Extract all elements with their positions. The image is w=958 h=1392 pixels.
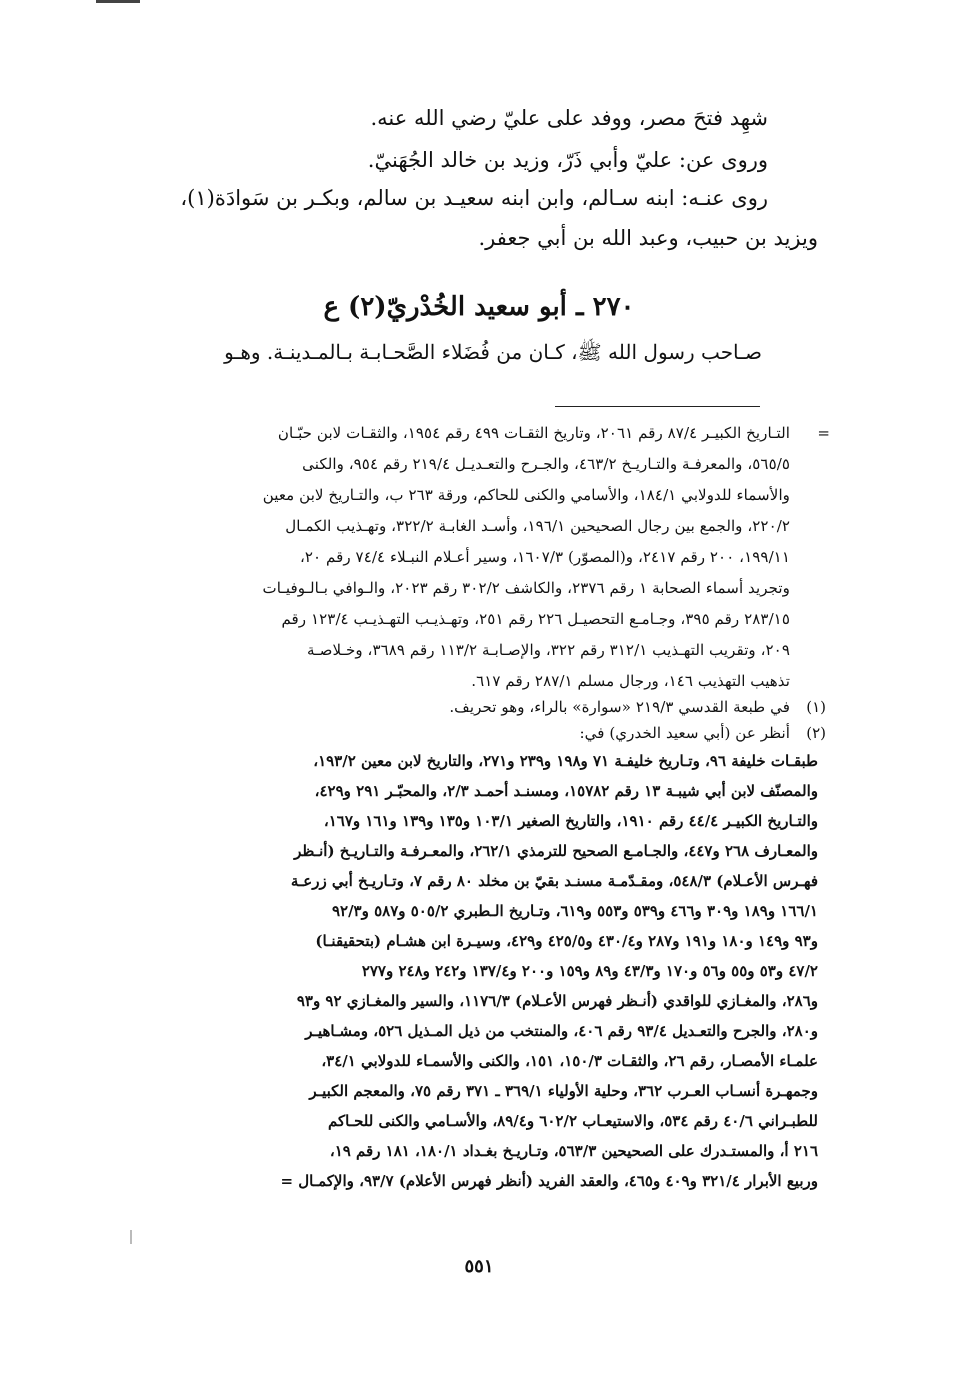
main-line-4: ويزيد بن حبيب، وعبد الله بن أبي جعفر. — [478, 226, 818, 250]
continuation-mark: = — [817, 424, 830, 442]
footnote-line: والأسماء للدولابي ١٨٤/١، والأسامي والكنى للحاكم، ورقة ٢٦٣ ب، والتـاريخ لابن معين — [262, 486, 790, 504]
source-line: ٢١٦ أ، والمستـدرك على الصحيحين ٥٦٣/٣، وتـاريـخ بغـداد ١٨٠/١، ١٨١ رقم ١٩، — [329, 1142, 818, 1160]
main-line-3: روى عنـه: ابنه سـالم، وابن ابنه سعيـد بن سالم، وبكـر بن سَوادَة(١)، — [180, 186, 768, 210]
page-number: ٥٥١ — [464, 1256, 494, 1277]
footnote-1 — [90, 698, 826, 722]
footnote-line: ٥٦٥/٥، والمعرفـة والتـاريـخ ٤٦٣/٢، والجـرح والتعـديـل ٢١٩/٤ رقم ٩٥٤، والكنى — [302, 455, 790, 473]
entry-lead: صـاحب رسول الله ﷺ، كـان من فُضَلاء الصَّحـابـة بـالمـدينـة. وهـو — [224, 340, 762, 364]
source-line: والمعـارف ٢٦٨ و٤٤٧، والجـامـع الصحيح للترمذي ٢٦٢/١، والمعـرفـة والتـاريـخ (أنـظر — [294, 842, 818, 860]
footnote-1-label: (١) — [806, 698, 826, 716]
source-line: علمـاء الأمصـار، رقم ٢٦، والثقـات ١٥٠/٣، ١٥١، والكنى والأسمـاء للدولابي ٣٤/١، — [321, 1052, 818, 1070]
footnote-line: ٢٨٣/١٥ رقم ٣٩٥، وجـامـع التحصيـل ٢٢٦ رقم ٢٥١، وتهـذيـب التهـذيـب ١٢٣/٤ رقم — [281, 610, 790, 628]
source-line: وربيع الأبرار ٣٢١/٤ و٤٠٩ و٤٦٥، والعقد الفريد (أنظر فهرس الأعلام) ٩٣/٧، والإكمـال = — [280, 1172, 818, 1190]
margin-tick — [130, 1230, 132, 1244]
footnote-2-sources — [118, 752, 818, 1222]
footnote-1-text: في طبعة القدسي ٢١٩/٣ «سوارة» بالراء، وهو تحريف. — [449, 698, 790, 716]
source-line: للطبـراني ٤٠/٦ رقم ٥٣٤، والاستيعـاب ٦٠٢/٢ و٨٩/٤، والأسـامي والكنى للحـاكم — [328, 1112, 818, 1130]
footnote-line: تذهيب التهذيب ١٤٦، ورجال مسلم ٢٨٧/١ رقم ٦١٧. — [471, 672, 790, 690]
source-line: و٢٨٠، والجرح والتعـديل ٩٣/٤ رقم ٤٠٦، والمنتخب من ذيل المـذيل ٥٢٦، ومشـاهيـر — [305, 1022, 818, 1040]
main-line-2: وروى عن: عليّ وأبي ذَرّ، وزيد بن خالد الجُهَنيّ. — [367, 148, 768, 172]
source-line: و٢٨٦، والمغـازي للواقدي (أنـظر فهرس الأعـلام) ١١٧٦/٣، والسير والمغـازي ٩٢ و٩٣ — [296, 992, 818, 1010]
source-line: طبقـات خليفة ٩٦، وتـاريخ خليفـة ٧١ و١٩٨ و٢٣٩ و٢٧١، والتاريخ لابن معين ١٩٣/٢، — [313, 752, 818, 770]
source-line: ١٦٦/١ و١٨٩ و٣٠٩ و٤٦٦ و٥٣٩ و٥٥٣ و٦١٩، وتـاريخ الـطبري ٥٠٥/٢ و٥٨٧ و٩٢/٣ — [331, 902, 818, 920]
source-line: والتـاريخ الكبيـر ٤٤/٤ رقم ١٩١٠، والتاريخ الصغير ١٠٣/١ و١٣٥ و١٣٩ و١٦١ و١٦٧، — [323, 812, 818, 830]
footnote-continuation — [90, 424, 830, 714]
entry-heading: ٢٧٠ ـ أبو سعيد الخُدْريّ(٢) ع — [323, 292, 635, 322]
source-line: ٤٧/٢ و٥٣ و٥٥ و٥٦ و١٧٠ و٤٣/٣ و٨٩ و١٥٩ و٢٠٠ و١٣٧/٤ و٢٤٢ و٢٤٨ و٢٧٧ — [361, 962, 818, 980]
main-line-1: شهِد فتحَ مصر، ووفد على عليّ رضي الله عنه. — [370, 106, 768, 130]
footnote-line: التـاريخ الكبيـر ٨٧/٤ رقم ٢٠٦١، وتاريخ الثقـات ٤٩٩ رقم ١٩٥٤، والثقـات لابن حبّـان — [277, 424, 790, 442]
top-edge-mark — [96, 0, 140, 3]
source-line: وجمهـرة أنسـاب العـرب ٣٦٢، وحلية الأولياء ٣٦٩/١ ـ ٣٧١ رقم ٧٥، والمعجم الكبيـر — [309, 1082, 818, 1100]
footnote-2-text: أنظر عن (أبي سعيد الخدري) في: — [579, 724, 790, 742]
footnote-line: ٢٠٩، وتقريب التهـذيب ٣١٢/١ رقم ٣٢٢، والإصـابـة ١١٣/٢ رقم ٣٦٨٩، وخـلاصـة — [306, 641, 790, 659]
footnote-2 — [90, 724, 826, 748]
footnote-separator — [555, 406, 760, 407]
footnote-line: ٢٢٠/٢، والجمع بين رجال الصحيحين ١٩٦/١، وأسـد الغابـة ٣٢٢/٢، وتهـذيب الكمـال — [285, 517, 790, 535]
source-line: و٩٣ و١٤٩ و١٨٠ و١٩١ و٢٨٧ و٤٣٠/٤ و٤٢٥/٥ و٤٢٩، وسيـرة ابن هشـام (بتحقيقنـا) — [315, 932, 818, 950]
footnote-2-label: (٢) — [806, 724, 826, 742]
source-line: والمصنّف لابن أبي شيبـة ١٣ رقم ١٥٧٨٢، ومسنـد أحمـد ٢/٣، والمحبّـر ٢٩١ و٤٢٩، — [314, 782, 818, 800]
footnote-line: وتجريد أسماء الصحابة ١ رقم ٢٣٧٦، والكاشف ٣٠٢/٢ رقم ٢٠٢٣، والـوافي بـالـوفيـات — [262, 579, 790, 597]
footnote-line: ١٩٩/١١، ٢٠٠ رقم ٢٤١٧، و(المصوّر) ١٦٠٧/٣، وسير أعـلام النبـلاء ٧٤/٤ رقم ٢٠، — [299, 548, 790, 566]
source-line: فهـرس الأعـلام) ٥٤٨/٣، ومقـدّمـة مسنـد بقيّ بن مخلد ٨٠ رقم ٧، وتـاريـخ أبي زرعـة — [290, 872, 818, 890]
main-text-block — [118, 98, 818, 268]
